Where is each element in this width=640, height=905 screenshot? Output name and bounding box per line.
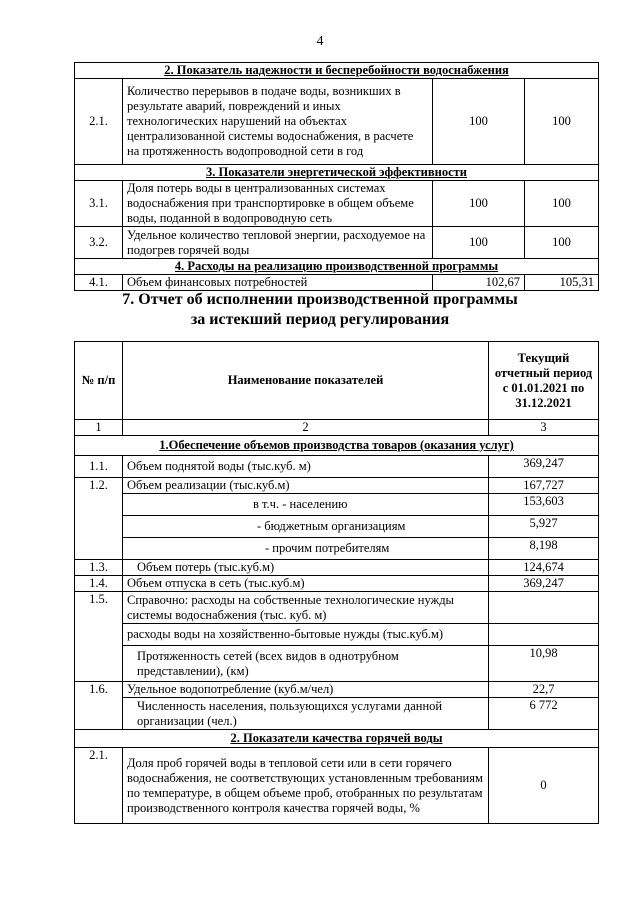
header-row	[75, 342, 599, 420]
row-number: 1.2.	[75, 478, 123, 560]
row-value-1: 100	[433, 79, 525, 165]
row-value: 0	[489, 748, 599, 824]
table-row	[75, 227, 599, 259]
row-value: 369,247	[489, 576, 599, 592]
table-row	[75, 646, 599, 682]
page-number: 4	[316, 34, 324, 49]
row-number: 1.3.	[75, 560, 123, 576]
section-row	[75, 259, 599, 275]
row-number: 4.1.	[75, 275, 123, 291]
section-row	[75, 165, 599, 181]
row-name: Удельное водопотребление (куб.м/чел)	[123, 682, 489, 698]
row-value	[489, 592, 599, 624]
row-name: Протяженность сетей (всех видов в однотрубном представлении), (км)	[123, 646, 489, 682]
row-number: 2.1.	[75, 79, 123, 165]
table-row	[75, 79, 599, 165]
section-header-production: 1.Обеспечение объемов производства товаров (оказания услуг)	[75, 436, 599, 456]
row-name: Объем отпуска в сеть (тыс.куб.м)	[123, 576, 489, 592]
row-value-2: 100	[525, 181, 599, 227]
row-number: 2.1.	[75, 748, 123, 824]
row-value: 22,7	[489, 682, 599, 698]
row-number: 1.5.	[75, 592, 123, 682]
row-name: Объем финансовых потребностей	[123, 275, 433, 291]
row-value: 6 772	[489, 698, 599, 730]
section-row	[75, 63, 599, 79]
row-number: 1.6.	[75, 682, 123, 730]
row-name: Численность населения, пользующихся услугами данной организации (чел.)	[123, 698, 489, 730]
row-value: 124,674	[489, 560, 599, 576]
section-header-hot-water: 2. Показатели качества горячей воды	[75, 730, 599, 748]
row-value-2: 100	[525, 79, 599, 165]
row-number: 3.2.	[75, 227, 123, 259]
row-name: Удельное количество тепловой энергии, расходуемое на подогрев горячей воды	[123, 227, 433, 259]
index-cell-2: 2	[123, 420, 489, 436]
row-name: Объем реализации (тыс.куб.м)	[123, 478, 489, 494]
row-value: 5,927	[489, 516, 599, 538]
row-name: расходы воды на хозяйственно-бытовые нужды (тыс.куб.м)	[123, 624, 489, 646]
row-name: Количество перерывов в подаче воды, возникших в результате аварий, повреждений и иных технологических нарушений на объектах централизованной системы водоснабжения, в расчете на протяженность водопроводной сети в год	[123, 79, 433, 165]
indicators-table	[74, 62, 599, 291]
section-header-expenses: 4. Расходы на реализацию производственной программы	[75, 259, 599, 275]
row-number: 1.4.	[75, 576, 123, 592]
table-row	[75, 560, 599, 576]
table-row	[75, 698, 599, 730]
index-cell-1: 1	[75, 420, 123, 436]
table-row	[75, 456, 599, 478]
table-row	[75, 748, 599, 824]
header-num: № п/п	[75, 342, 123, 420]
section-title-line-2: за истекший период регулирования	[190, 311, 450, 328]
row-value: 10,98	[489, 646, 599, 682]
table-row	[75, 624, 599, 646]
row-name: в т.ч. - населению	[123, 494, 489, 516]
section-header-energy: 3. Показатели энергетической эффективности	[75, 165, 599, 181]
header-name: Наименование показателей	[123, 342, 489, 420]
index-row	[75, 420, 599, 436]
section-title-line-1: 7. Отчет об исполнении производственной программы	[122, 291, 518, 308]
report-table	[74, 341, 599, 824]
row-name: Объем потерь (тыс.куб.м)	[123, 560, 489, 576]
row-number: 1.1.	[75, 456, 123, 478]
section-header-reliability: 2. Показатель надежности и бесперебойности водоснабжения	[75, 63, 599, 79]
table-row	[75, 592, 599, 624]
row-number: 3.1.	[75, 181, 123, 227]
row-name: Доля проб горячей воды в тепловой сети или в сети горячего водоснабжения, не соответствующих установленным требованиям по температуре, в общем объеме проб, отобранных по результатам производственного контроля качества горячей воды, %	[123, 748, 489, 824]
table-row	[75, 478, 599, 494]
row-value-1: 102,67	[433, 275, 525, 291]
table-row	[75, 275, 599, 291]
header-period: Текущий отчетный период с 01.01.2021 по 31.12.2021	[489, 342, 599, 420]
row-value: 167,727	[489, 478, 599, 494]
table-row	[75, 181, 599, 227]
row-value-2: 105,31	[525, 275, 599, 291]
row-name: Доля потерь воды в централизованных системах водоснабжения при транспортировке в общем объеме воды, поданной в водопроводную сеть	[123, 181, 433, 227]
section-row	[75, 436, 599, 456]
index-cell-3: 3	[489, 420, 599, 436]
row-value-1: 100	[433, 227, 525, 259]
row-name: - бюджетным организациям	[123, 516, 489, 538]
row-value: 8,198	[489, 538, 599, 560]
row-value-2: 100	[525, 227, 599, 259]
row-name: Справочно: расходы на собственные технологические нужды системы водоснабжения (тыс. куб. м)	[123, 592, 489, 624]
table-row	[75, 682, 599, 698]
table-row	[75, 538, 599, 560]
row-value-1: 100	[433, 181, 525, 227]
table-row	[75, 576, 599, 592]
row-value: 369,247	[489, 456, 599, 478]
row-name: - прочим потребителям	[123, 538, 489, 560]
row-value	[489, 624, 599, 646]
row-value: 153,603	[489, 494, 599, 516]
table-row	[75, 494, 599, 516]
table-row	[75, 516, 599, 538]
row-name: Объем поднятой воды (тыс.куб. м)	[123, 456, 489, 478]
section-row	[75, 730, 599, 748]
